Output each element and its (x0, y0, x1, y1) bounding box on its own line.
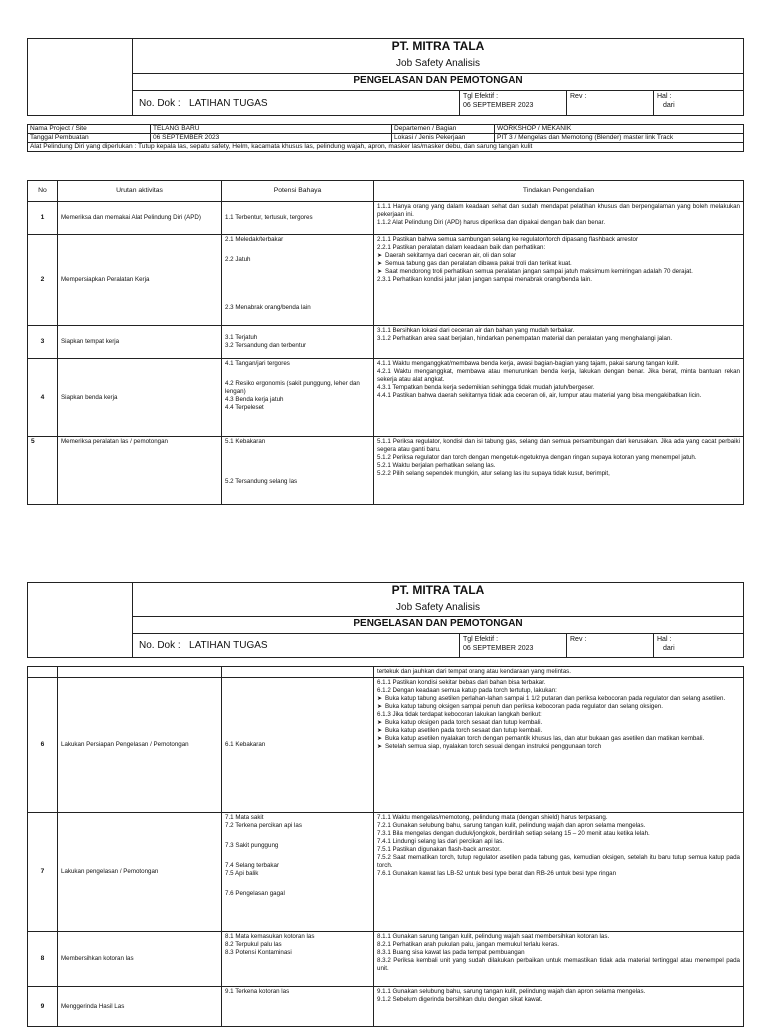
doc-type: Job Safety Analisis (133, 57, 744, 73)
doc-type: Job Safety Analisis (133, 601, 744, 616)
project-info-table (27, 124, 744, 152)
doc-number: No. Dok : LATIHAN TUGAS (133, 634, 460, 658)
jsa-table-1 (27, 180, 744, 505)
table-row: tertekuk dan jauhkan dari tempat orang atau kendaraan yang melintas. (28, 667, 744, 678)
logo-box (28, 583, 133, 658)
logo-box (28, 39, 133, 116)
page-info: Hal : dari (654, 91, 744, 116)
company-name: PT. MITRA TALA (133, 39, 744, 58)
col-step: Urutan aktivitas (58, 181, 222, 202)
document-header-2 (27, 582, 744, 658)
location-value: PIT 3 / Mengelas dan Memotong (Blender) master link Track (495, 134, 744, 143)
col-no: No (28, 181, 58, 202)
table-row: 1 Memeriksa dan memakai Alat Pelindung Diri (APD) 1.1 Terbentur, tertusuk, tergores 1.1.1 Hanya orang yang dalam keadaan sehat dan sudah mendapat pelatihan khusus dan berpengalaman yang boleh melakukan pekerjaan ini. 1.1.2 Alat Pelindung Diri (APD) harus diperiksa dan dipakai dengan baik dan benar. (28, 202, 744, 235)
page-info: Hal : dari (654, 634, 744, 658)
col-hazard: Potensi Bahaya (222, 181, 374, 202)
table-row: 2 Mempersiapkan Peralatan Kerja 2.1 Meledak/terbakar 2.2 Jatuh 2.3 Menabrak orang/benda lain 2.1.1 Pastikan bahwa semua sambungan selang ke regulator/torch dipasang flashback arrestor 2.2.1 Pastikan peralatan dalam keadaan baik dan perhatikan: ➤ Daerah sekitarnya dari ceceran air, oli dan solar ➤ Semua tabung gas dan peralatan dibawa pakai troli dan terikat kuat. ➤ Saat mendorong troli perhatikan semua peralatan jangan sampai jatuh maksimum kemiringan adalah 70 derajat. 2.3.1 Perhatikan kondisi jalur jalan jangan sampai menabrak orang/benda lain. (28, 235, 744, 326)
date-value: 06 SEPTEMBER 2023 (151, 134, 392, 143)
project-value: TELANG BARU (151, 125, 392, 134)
table-row: 5 Memeriksa peralatan las / pemotongan 5.1 Kebakaran 5.2 Tersandung selang las 5.1.1 Periksa regulator, kondisi dan isi tabung gas, selang dan semua persambungan dari kerusakan. Jika ada yang cacat perbaiki segera atau ganti baru. 5.1.2 Periksa regulator dan torch dengan mengetuk-ngetuknya dengan ringan supaya kotoran yang menempel jatuh. 5.2.1 Waktu berjalan perhatikan selang las. 5.2.2 Pilih selang sependek mungkin, atur selang las itu supaya tidak kusut, berimpit, (28, 437, 744, 505)
dept-label: Departemen / Bagian (392, 125, 495, 134)
effective-date: Tgl Efektif : 06 SEPTEMBER 2023 (460, 634, 567, 658)
table-row: 3 Siapkan tempat kerja 3.1 Terjatuh 3.2 Tersandung dan terbentur 3.1.1 Bersihkan lokasi dari ceceran air dan bahan yang mudah terbakar. 3.1.2 Perhatikan area saat berjalan, hindarkan penempatan material dan peralatan yang menghalangi jalan. (28, 326, 744, 359)
col-control: Tindakan Pengendalian (374, 181, 744, 202)
effective-date: Tgl Efektif : 06 SEPTEMBER 2023 (460, 91, 567, 116)
document-header (27, 38, 744, 116)
jsa-table-2 (27, 666, 744, 1027)
project-label: Nama Project / Site (28, 125, 151, 134)
revision: Rev : (567, 91, 654, 116)
job-title: PENGELASAN DAN PEMOTONGAN (133, 73, 744, 91)
table-row: 6 Lakukan Persiapan Pengelasan / Pemotongan 6.1 Kebakaran 6.1.1 Pastikan kondisi sekitar bebas dari bahan bisa terbakar. 6.1.2 Dengan keadaan semua katup pada torch tertutup, lakukan: ➤ Buka katup tabung asetilen perlahan-lahan sampai 1 1/2 putaran dan periksa kebocoran pada regulator dan selang asetilen. ➤ Buka katup tabung oksigen sampai penuh dan periksa kebocoran pada regulator dan selang oksigen. 6.1.3 Jika tidak terdapat kebocoran lakukan langkah berikut: ➤ Buka katup oksigen pada torch sesaat dan tutup kembali. ➤ Buka katup asetilen pada torch sesaat dan tutup kembali. ➤ Buka katup asetilen nyalakan torch dengan pemantik khusus las, dan atur bukaan gas asetilen dan matikan kembali. ➤ Setelah semua siap, nyalakan torch sesuai dengan instruksi penggunaan torch (28, 678, 744, 813)
table-header-row (28, 181, 744, 202)
table-row: 9 Menggerinda Hasil Las 9.1 Terkena kotoran las 9.1.1 Gunakan selubung bahu, sarung tangan kulit, pelindung wajah dan apron selama mengelas. 9.1.2 Sebelum digerinda bersihkan dulu dengan sikat kawat. (28, 987, 744, 1027)
location-label: Lokasi / Jenis Pekerjaan (392, 134, 495, 143)
doc-number: No. Dok : LATIHAN TUGAS (133, 91, 460, 116)
dept-value: WORKSHOP / MEKANIK (495, 125, 744, 134)
table-row: 7 Lakukan pengelasan / Pemotongan 7.1 Mata sakit 7.2 Terkena percikan api las 7.3 Sakit punggung 7.4 Selang terbakar 7.5 Api balik 7.6 Pengelasan gagal 7.1.1 Waktu mengelas/memotong, pelindung mata (dengan shield) harus terpasang. 7.2.1 Gunakan selubung bahu, sarung tangan kulit, pelindung wajah dan apron selama mengelas. 7.3.1 Bila mengelas dengan duduk/jongkok, berdirilah setiap selang 15 – 20 menit atau ketika lelah. 7.4.1 Lindungi selang las dari percikan api las. 7.5.1 Pastikan digunakan flash-back arrestor. 7.5.2 Saat mematikan torch, tutup regulator asetilen pada tabung gas, kemudian oksigen, setelah itu baru tutup semua katup pada torch. 7.6.1 Gunakan kawat las LB-52 untuk besi type berat dan RB-26 untuk besi type ringan (28, 813, 744, 932)
revision: Rev : (567, 634, 654, 658)
table-row: 4 Siapkan benda kerja 4.1 Tangan/jari tergores 4.2 Resiko ergonomis (sakit punggung, leher dan lengan) 4.3 Benda kerja jatuh 4.4 Terpeleset 4.1.1 Waktu menganggkat/membawa benda kerja, awasi bagian-bagian yang tajam, pakai sarung tangan kulit. 4.2.1 Waktu menganggkat, membawa atau menurunkan benda kerja, lakukan dengan benar. Jika berat, minta bantuan rekan sekerja atau alat angkat. 4.3.1 Tempatkan benda kerja sedemikian sehingga tidak mudah jatuh/bergeser. 4.4.1 Pastikan bahwa daerah sekitarnya tidak ada ceceran oli, air, lumpur atau material yang bisa mengakibatkan licin. (28, 359, 744, 437)
date-label: Tanggal Pembuatan (28, 134, 151, 143)
company-name: PT. MITRA TALA (133, 583, 744, 601)
table-row: 8 Membersihkan kotoran las 8.1 Mata kemasukan kotoran las 8.2 Terpukul palu las 8.3 Potensi Kontaminasi 8.1.1 Gunakan sarung tangan kulit, pelindung wajah saat membersihkan kotoran las. 8.2.1 Perhatikan arah pukulan palu, jangan memukul terlalu keras. 8.3.1 Buang sisa kawat las pada tempat pembuangan 8.3.2 Periksa kembali unit yang sudah dilakukan perbaikan untuk memastikan tidak ada material tertinggal atau menempel pada unit. (28, 932, 744, 987)
job-title: PENGELASAN DAN PEMOTONGAN (133, 616, 744, 633)
apd-text: Alat Pelindung Diri yang diperlukan : Tutup kepala las, sepatu safety, Helm, kacamata khusus las, pelindung wajah, apron, masker las/masker debu, dan sarung tangan kulit (28, 143, 744, 152)
